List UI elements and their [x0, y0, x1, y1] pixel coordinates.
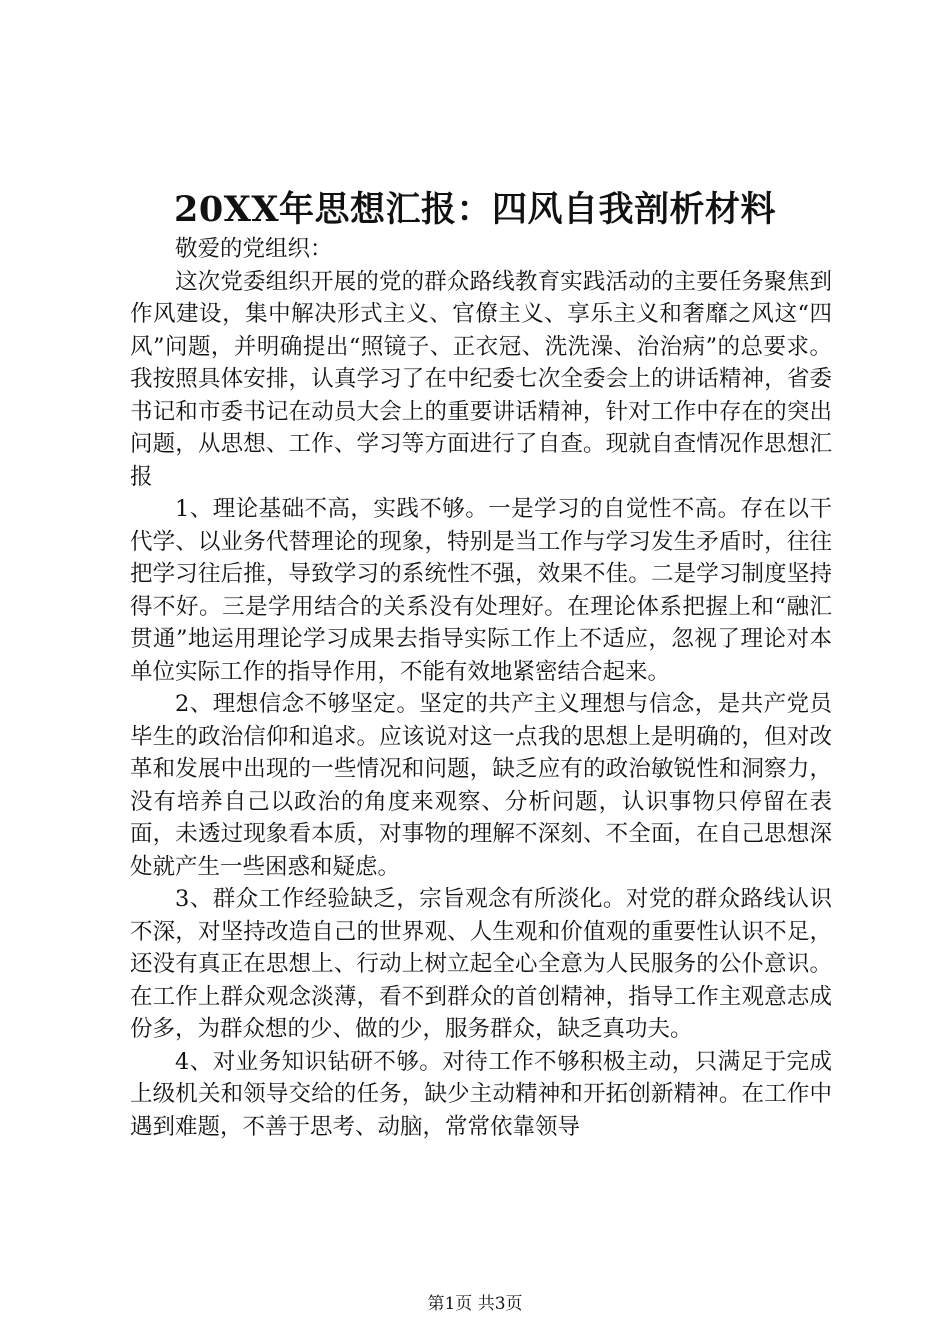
page-footer: 第1页 共3页 [427, 1294, 523, 1314]
paragraph-intro: 这次党委组织开展的党的群众路线教育实践活动的主要任务聚焦到作风建设，集中解决形式主义、官僚主义、享乐主义和奢靡之风这“四风”问题，并明确提出“照镜子、正衣冠、洗洗澡、治治病”的总要求。我按照具体安排，认真学习了在中纪委七次全委会上的讲话精神，省委书记和市委书记在动员大会上的重要讲话精神，针对工作中存在的突出问题，从思想、工作、学习等方面进行了自查。现就自查情况作思想汇报 [130, 268, 832, 490]
document-title: 20XX年思想汇报：四风自我剖析材料 [173, 189, 777, 230]
paragraph-point-1: 1、理论基础不高，实践不够。一是学习的自觉性不高。存在以干代学、以业务代替理论的现象，特别是当工作与学习发生矛盾时，往往把学习往后推，导致学习的系统性不强，效果不佳。二是学习制度坚持得不好。三是学用结合的关系没有处理好。在理论体系把握上和“融汇贯通”地运用理论学习成果去指导实际工作上不适应，忽视了理论对本单位实际工作的指导作用，不能有效地紧密结合起来。 [130, 496, 832, 685]
salutation: 敬爱的党组织： [175, 236, 333, 262]
paragraph-point-2: 2、理想信念不够坚定。坚定的共产主义理想与信念，是共产党员毕生的政治信仰和追求。应该说对这一点我的思想上是明确的，但对改革和发展中出现的一些情况和问题，缺乏应有的政治敏锐性和洞察力，没有培养自己以政治的角度来观察、分析问题，认识事物只停留在表面，未透过现象看本质，对事物的理解不深刻、不全面，在自己思想深处就产生一些困惑和疑虑。 [130, 691, 832, 880]
document-body [130, 233, 832, 1143]
paragraph-point-3: 3、群众工作经验缺乏，宗旨观念有所淡化。对党的群众路线认识不深，对坚持改造自己的世界观、人生观和价值观的重要性认识不足，还没有真正在思想上、行动上树立起全心全意为人民服务的公仆意识。在工作上群众观念淡薄，看不到群众的首创精神，指导工作主观意志成份多，为群众想的少、做的少，服务群众，缺乏真功夫。 [130, 886, 832, 1042]
paragraph-point-4: 4、对业务知识钻研不够。对待工作不够积极主动，只满足于完成上级机关和领导交给的任务，缺少主动精神和开拓创新精神。在工作中遇到难题，不善于思考、动脑，常常依靠领导 [130, 1048, 832, 1140]
